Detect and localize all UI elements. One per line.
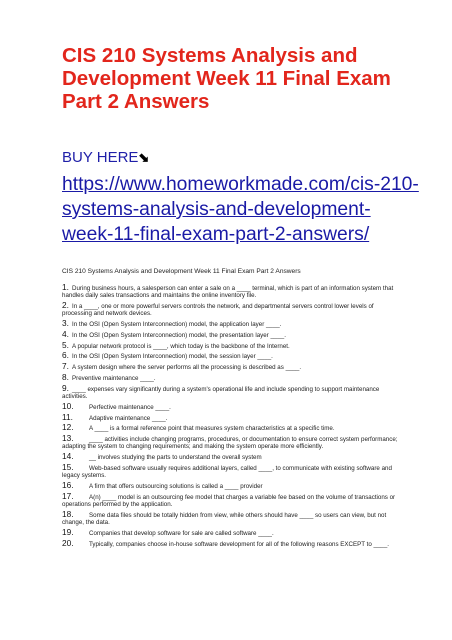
- question-item: [62, 526, 402, 537]
- question-item: [62, 508, 402, 526]
- question-number: 2.: [62, 300, 69, 310]
- document-subtitle: CIS 210 Systems Analysis and Development Week 11 Final Exam Part 2 Answers: [62, 268, 301, 275]
- question-item: [62, 453, 402, 461]
- question-number: 8.: [62, 371, 69, 382]
- buy-here-label: [62, 149, 149, 167]
- question-number: 7.: [62, 361, 69, 372]
- question-number: 18.: [62, 508, 74, 519]
- question-text: Web-based software usually requires additional layers, called ____, to communicate with existing software and legacy systems.: [62, 464, 392, 480]
- question-number: 12.: [62, 422, 74, 433]
- question-number: 9.: [62, 382, 69, 393]
- question-text: Typically, companies choose in-house software development for all of the following reasons EXCEPT to ____.: [89, 540, 390, 548]
- question-text: A ____ is a formal reference point that measures system characteristics at a specific time.: [89, 425, 335, 433]
- question-text: In the OSI (Open System Interconnection) model, the application layer ____.: [72, 321, 282, 328]
- question-item: [62, 490, 402, 508]
- buy-here-text: BUY HERE: [62, 149, 139, 166]
- purchase-link[interactable]: https://www.homeworkmade.com/cis-210-systems-analysis-and-development-week-11-final-exam-part-2-answers/: [62, 174, 419, 245]
- question-number: 19.: [62, 526, 74, 537]
- question-text: Perfective maintenance ____.: [89, 403, 171, 411]
- question-text: A firm that offers outsourcing solutions is called a ____ provider: [89, 482, 263, 490]
- question-item: [62, 461, 402, 480]
- question-number: 10.: [62, 400, 74, 411]
- question-item: [62, 302, 402, 317]
- question-text: Some data files should be totally hidden from view, while others should have ____ so users can view, but not change, the data.: [62, 511, 387, 526]
- question-number: 16.: [62, 479, 74, 490]
- question-text: Adaptive maintenance ____.: [89, 414, 168, 422]
- question-text: __ involves studying the parts to understand the overall system: [89, 454, 262, 462]
- question-item: [62, 400, 402, 411]
- question-text: ____ activities include changing programs, procedures, or documentation to ensure correct system performance; adapting the system to changing requirements; and making the system operate more efficiently.: [62, 436, 398, 451]
- question-number: 20.: [62, 537, 74, 548]
- question-text: Companies that develop software for sale are called software ____.: [89, 529, 274, 537]
- question-item: [62, 424, 402, 432]
- question-text: A(n) ____ model is an outsourcing fee model that charges a variable fee based on the volume of transactions or operations performed by the application.: [62, 493, 396, 508]
- question-text: During business hours, a salesperson can enter a sale on a ____ terminal, which is part of an information system that handles daily sales transactions and maintains the online inventory file.: [62, 285, 394, 300]
- question-item: [62, 320, 402, 328]
- question-number: 11.: [62, 411, 73, 422]
- question-item: [62, 537, 402, 548]
- question-text: In the OSI (Open System Interconnection) model, the presentation layer ____.: [72, 331, 286, 339]
- question-item: [62, 328, 402, 339]
- question-item: [62, 339, 402, 350]
- question-list: [62, 284, 402, 550]
- question-item: [62, 479, 402, 490]
- question-item: [62, 284, 402, 299]
- question-text: A system design where the server performs all the processing is described as ____.: [72, 364, 302, 372]
- question-item: [62, 371, 402, 382]
- question-number: 3.: [62, 318, 69, 328]
- question-number: 4.: [62, 328, 69, 339]
- question-number: 6.: [62, 350, 69, 361]
- question-item: [62, 435, 402, 450]
- question-number: 17.: [62, 490, 74, 501]
- question-text: In a ____, one or more powerful servers controls the network, and departmental servers control lower levels of processing and network devices.: [62, 303, 374, 318]
- question-number: 5.: [62, 339, 69, 350]
- question-item: [62, 363, 402, 371]
- question-number: 1.: [62, 282, 69, 292]
- document-title: CIS 210 Systems Analysis and Development Week 11 Final Exam Part 2 Answers: [62, 44, 391, 113]
- question-number: 13.: [62, 433, 74, 444]
- question-text: In the OSI (Open System Interconnection) model, the session layer ____.: [72, 353, 273, 361]
- question-item: [62, 411, 402, 422]
- question-item: [62, 382, 402, 400]
- question-number: 14.: [62, 451, 74, 462]
- arrow-down-right-icon: ⬊: [138, 150, 150, 165]
- question-item: [62, 352, 402, 360]
- question-text: A popular network protocol is ____, which today is the backbone of the Internet.: [72, 342, 290, 350]
- question-text: ____ expenses vary significantly during a system's operational life and include spending to support maintenance activities.: [62, 385, 380, 400]
- question-text: Preventive maintenance ____.: [72, 374, 156, 382]
- question-number: 15.: [62, 461, 74, 472]
